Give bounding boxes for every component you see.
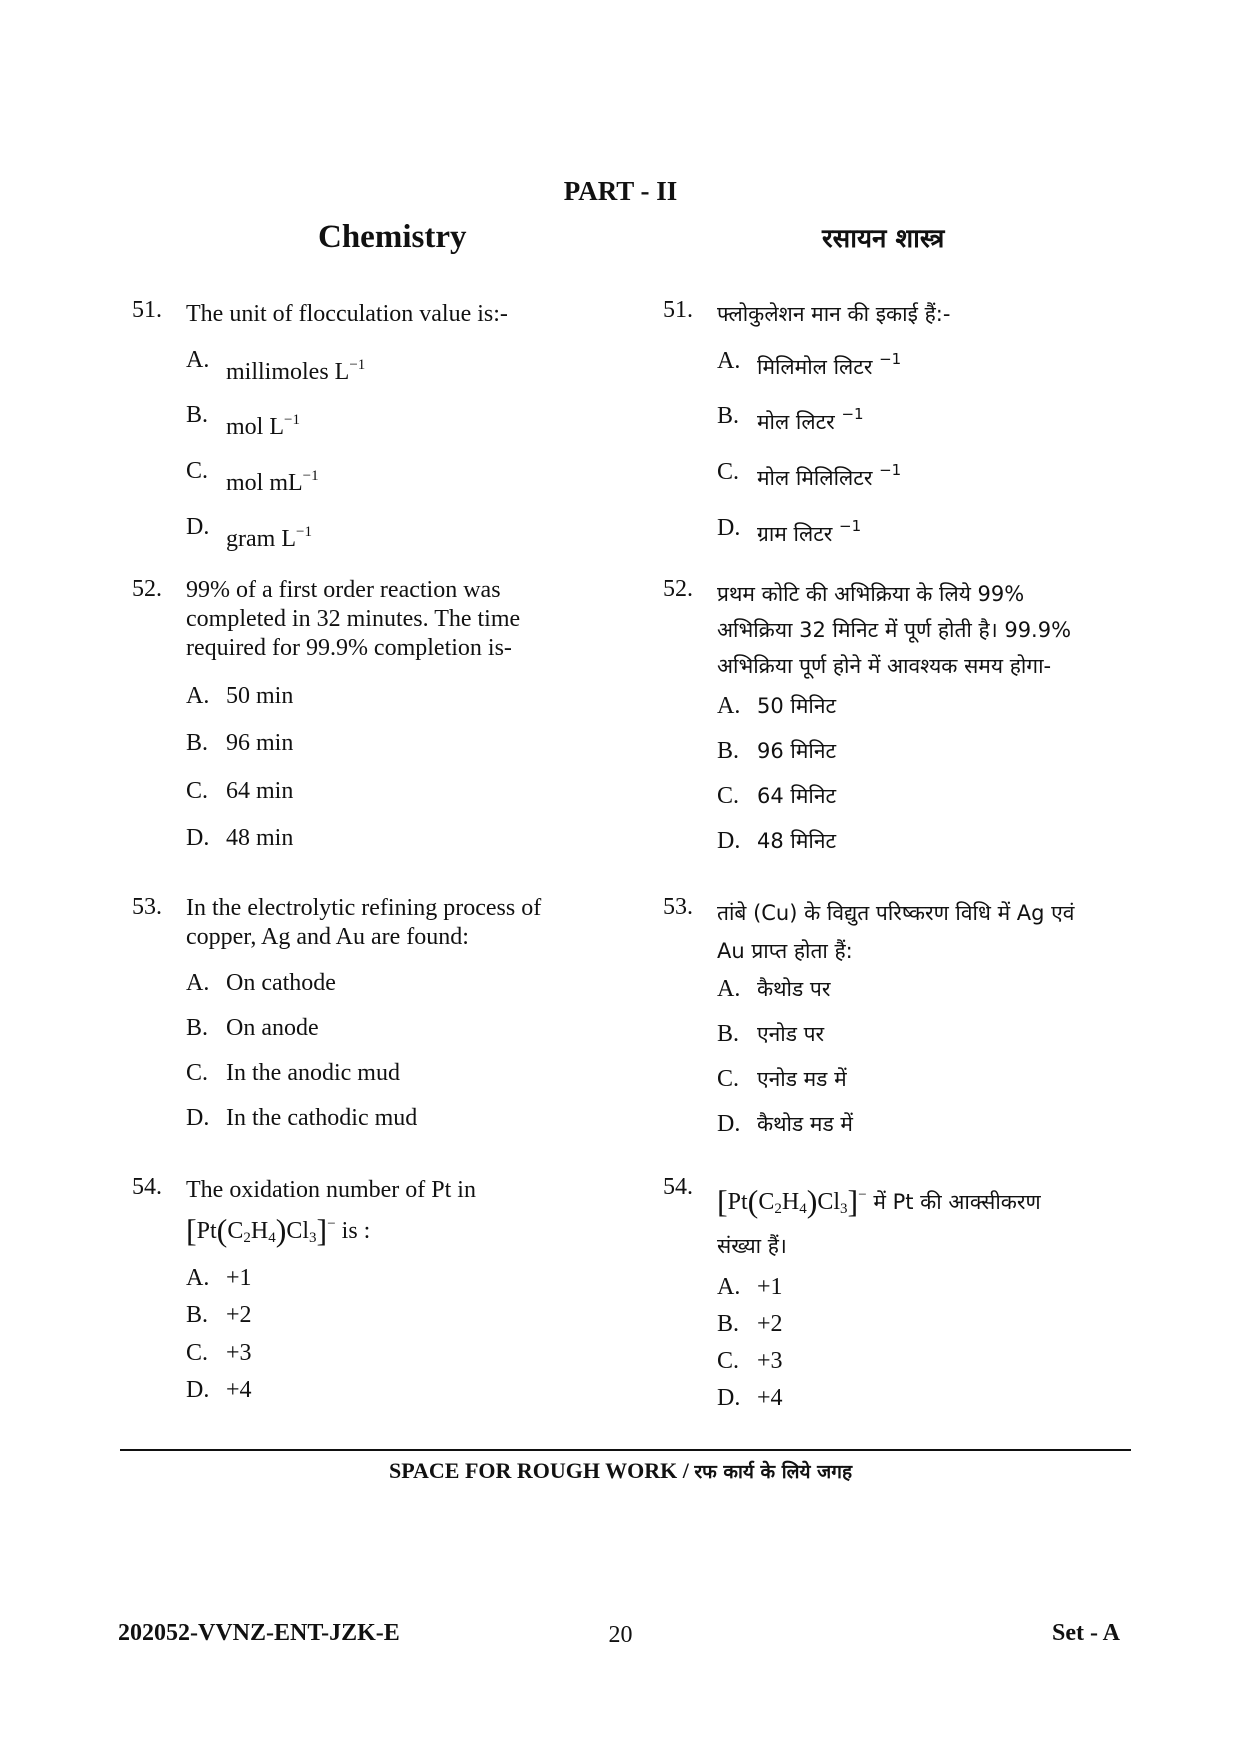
option-c: C. mol $mL^{-1}$	[186, 458, 319, 496]
set-label: Set - A	[1052, 1620, 1120, 1646]
option-b: B. mol $L^{-1}$	[186, 402, 300, 440]
option-c: C. In the anodic mud	[186, 1060, 400, 1086]
option-a-hindi: A. +1	[717, 1274, 783, 1300]
question-number: 51.	[132, 297, 162, 323]
question-text-hindi: फ्लोकुलेशन मान की इकाई हैं:-	[717, 302, 951, 326]
question-text: The unit of flocculation value is:-	[186, 301, 508, 327]
option-a: A. millimoles $L^{-1}$	[186, 347, 366, 385]
option-c: C. +3	[186, 1340, 252, 1366]
question-number: 54.	[132, 1174, 162, 1200]
option-d-hindi: D. ग्राम लिटर $^{-1}$	[717, 515, 862, 546]
option-c-hindi: C. 64 मिनिट	[717, 783, 837, 809]
question-text-hindi: प्रथम कोटि की अभिक्रिया के लिये 99% अभिक्रिया 32 मिनिट में पूर्ण होती है। 99.9% अभिक्रिया पूर्ण होने में आवश्यक समय होगा-	[717, 582, 1072, 678]
option-d-hindi: D. कैथोड मड में	[717, 1111, 853, 1137]
question-number: 52.	[132, 576, 162, 602]
divider-line	[120, 1449, 1131, 1451]
option-d: D. 48 min	[186, 825, 294, 851]
complex-formula-hindi: $[Pt(C_2H_4)Cl_3]^-$ में Pt की आक्सीकरण	[717, 1183, 1041, 1219]
part-heading: PART - II	[563, 176, 678, 206]
option-a-hindi: A. मिलिमोल लिटर $^{-1}$	[717, 348, 902, 379]
option-b-hindi: B. मोल लिटर $^{-1}$	[717, 403, 864, 434]
paper-code: 202052-VVNZ-ENT-JZK-E	[118, 1620, 400, 1646]
question-number: 53.	[132, 894, 162, 920]
option-a-hindi: A. 50 मिनिट	[717, 693, 837, 719]
option-d-hindi: D. +4	[717, 1385, 783, 1411]
question-number: 54.	[663, 1174, 693, 1200]
question-text: 99% of a first order reaction was completed in 32 minutes. The time required for 99.9% completion is-	[186, 577, 521, 661]
question-text-hindi: तांबे (Cu) के विद्युत परिष्करण विधि में Ag एवं Au प्राप्त होता हैं:	[717, 901, 1075, 963]
option-b: B. On anode	[186, 1015, 319, 1041]
option-b-hindi: B. +2	[717, 1311, 783, 1337]
option-a: A. +1	[186, 1265, 252, 1291]
option-a: A. 50 min	[186, 683, 294, 709]
question-number: 51.	[663, 297, 693, 323]
option-b-hindi: B. 96 मिनिट	[717, 738, 837, 764]
rough-work-label: SPACE FOR ROUGH WORK / रफ कार्य के लिये जगह	[388, 1458, 853, 1483]
question-text: In the electrolytic refining process of copper, Ag and Au are found:	[186, 895, 542, 950]
option-b: B. +2	[186, 1302, 252, 1328]
option-b: B. 96 min	[186, 730, 294, 756]
option-d-hindi: D. 48 मिनिट	[717, 828, 837, 854]
question-text: The oxidation number of Pt in	[186, 1177, 476, 1203]
option-d: D. In the cathodic mud	[186, 1105, 418, 1131]
option-b-hindi: B. एनोड पर	[717, 1021, 825, 1047]
complex-formula: $[Pt(C_2H_4)Cl_3]^-$ is :	[186, 1212, 371, 1248]
option-d: D. +4	[186, 1377, 252, 1403]
option-c: C. 64 min	[186, 778, 294, 804]
option-a: A. On cathode	[186, 970, 336, 996]
page-number: 20	[608, 1622, 633, 1648]
question-number: 52.	[663, 576, 693, 602]
subject-title-english: Chemistry	[318, 219, 467, 255]
subject-title-hindi: रसायन शास्त्र	[822, 224, 945, 254]
option-c-hindi: C. मोल मिलिलिटर $^{-1}$	[717, 459, 902, 490]
option-c-hindi: C. एनोड मड में	[717, 1066, 847, 1092]
option-d: D. gram $L^{-1}$	[186, 514, 312, 552]
option-a-hindi: A. कैथोड पर	[717, 976, 831, 1002]
question-number: 53.	[663, 894, 693, 920]
question-text-hindi: संख्या हैं।	[717, 1234, 787, 1258]
option-c-hindi: C. +3	[717, 1348, 783, 1374]
